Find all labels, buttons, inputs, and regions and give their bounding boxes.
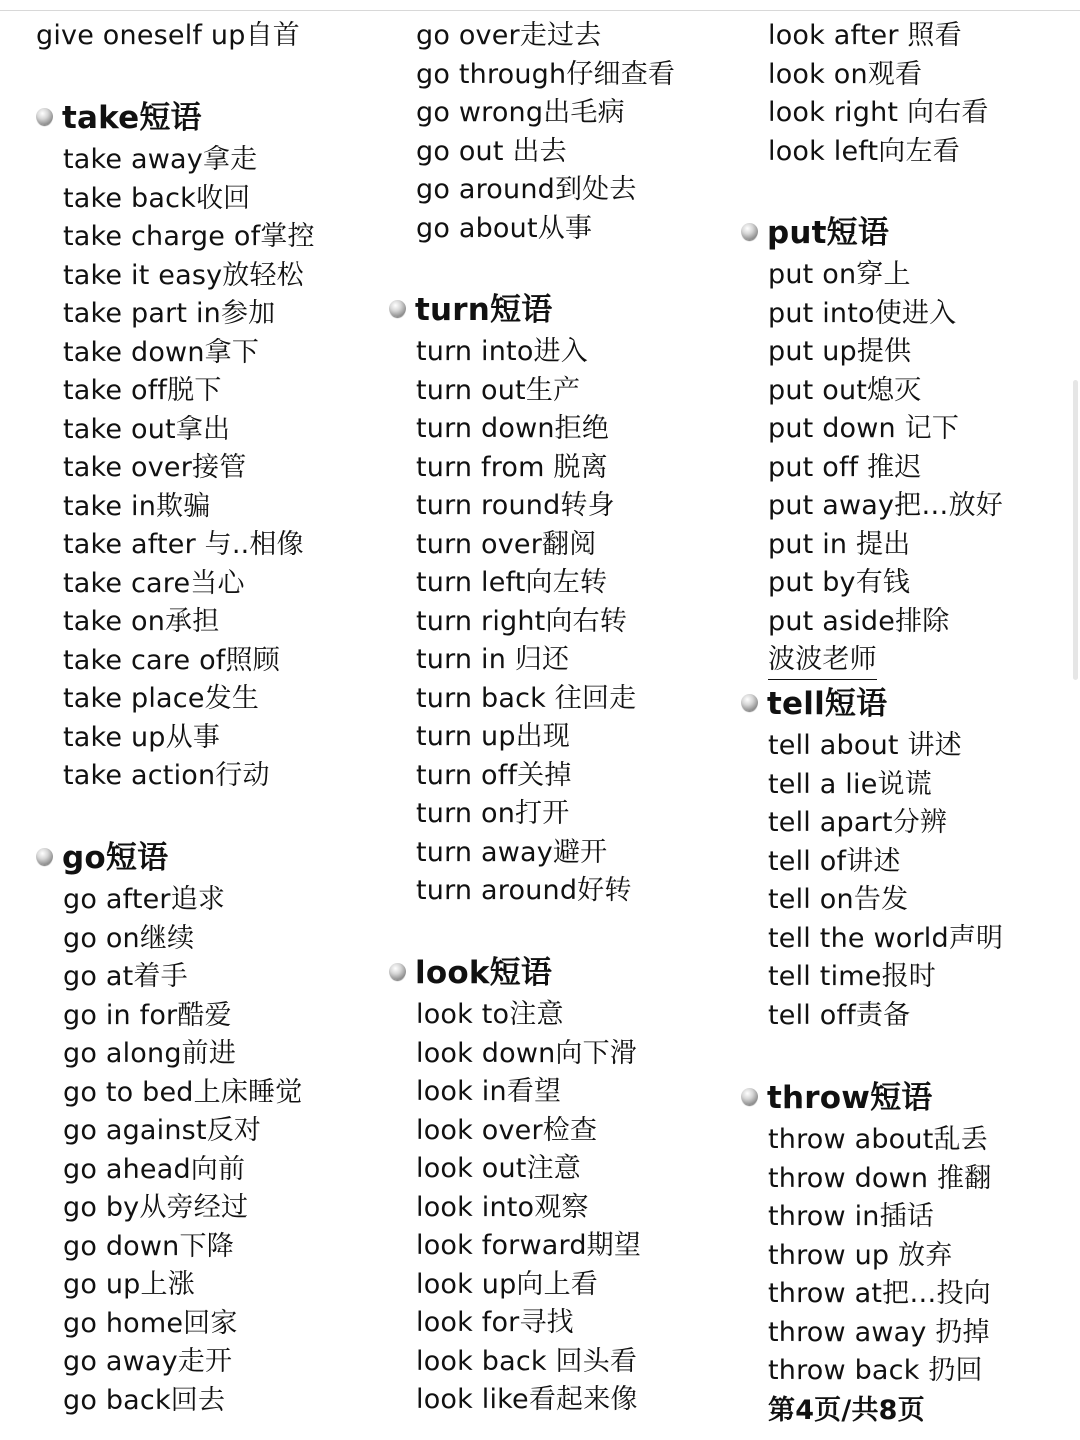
phrase-item: put aside排除	[768, 605, 950, 637]
phrase-item: turn down拒绝	[416, 413, 610, 444]
phrase-item: throw down 推翻	[768, 1162, 992, 1194]
bullet-icon	[36, 848, 53, 865]
phrase-item: take off脱下	[63, 375, 222, 406]
phrase-item: tell a lie说谎	[768, 768, 932, 800]
phrase-item: go at着手	[63, 961, 188, 992]
phrase-item: look forward期望	[416, 1230, 642, 1261]
phrase-item: look on观看	[768, 58, 923, 90]
phrase-item: take in欺骗	[63, 490, 211, 522]
section-heading	[741, 214, 889, 252]
phrase-item: look in看望	[416, 1076, 562, 1107]
phrase-item: put by有钱	[768, 567, 911, 598]
phrase-item: go down下降	[63, 1230, 234, 1262]
phrase-item: throw in插话	[768, 1201, 935, 1232]
phrase-item: go after追求	[63, 884, 226, 915]
phrase-item: look up向上看	[416, 1268, 599, 1300]
phrase-item: turn back 往回走	[416, 682, 637, 714]
phrase-item: turn away避开	[416, 836, 608, 868]
phrase-item: throw at把…投向	[768, 1278, 991, 1309]
phrase-item: take back收回	[63, 182, 251, 214]
bullet-icon	[389, 963, 406, 980]
phrase-item: tell the world声明	[768, 922, 1004, 954]
bullet-icon	[389, 300, 406, 317]
phrase-item: turn up出现	[416, 721, 571, 752]
phrase-item: throw back 扔回	[768, 1355, 983, 1386]
phrase-item: take down拿下	[63, 336, 260, 368]
phrase-item: take care当心	[63, 567, 245, 599]
phrase-item: tell on告发	[768, 884, 909, 915]
phrase-item: turn round转身	[416, 490, 615, 521]
phrase-item: go up上涨	[63, 1269, 195, 1300]
phrase-item: take care of照顾	[63, 644, 280, 676]
phrase-item: turn in 归还	[416, 644, 570, 675]
phrase-item: put on穿上	[768, 259, 911, 290]
phrase-item: look into观察	[416, 1191, 589, 1223]
phrase-item: turn off关掉	[416, 759, 572, 791]
phrase-item: go on继续	[63, 922, 195, 954]
section-heading-text: take短语	[62, 100, 202, 136]
phrase-item: take away拿走	[63, 144, 258, 175]
phrase-item: go over走过去	[416, 20, 602, 51]
phrase-item: put out熄灭	[768, 374, 922, 406]
phrase-item: take part in参加	[63, 298, 276, 329]
phrase-item: look like看起来像	[416, 1384, 638, 1415]
section-heading	[389, 954, 552, 992]
section-heading-text: tell短语	[767, 686, 888, 722]
section-heading	[741, 1079, 933, 1117]
section-heading-text: look短语	[415, 955, 553, 991]
phrase-item: go away走开	[63, 1346, 233, 1377]
phrase-item: turn out生产	[416, 374, 581, 406]
phrase-item: turn right向右转	[416, 605, 628, 637]
section-heading-text: turn短语	[415, 292, 553, 328]
phrase-item: throw up 放弃	[768, 1239, 953, 1271]
section-heading	[389, 291, 552, 329]
phrase-item: put down 记下	[768, 413, 960, 444]
phrase-item: turn left向左转	[416, 567, 608, 598]
phrase-item: take it easy放轻松	[63, 259, 304, 291]
section-heading	[741, 685, 887, 723]
bullet-icon	[741, 223, 758, 240]
phrase-item: go by从旁经过	[63, 1192, 249, 1223]
bullet-icon	[741, 1088, 758, 1105]
phrase-item: look left向左看	[768, 135, 960, 167]
phrase-item: go out 出去	[416, 135, 567, 167]
phrase-item: turn from 脱离	[416, 451, 608, 483]
phrase-item: put up提供	[768, 336, 912, 367]
bullet-icon	[741, 694, 758, 711]
phrase-item: go wrong出毛病	[416, 97, 625, 128]
phrase-item: go around到处去	[416, 174, 637, 205]
phrase-item: go about从事	[416, 212, 593, 244]
phrase-item: put into使进入	[768, 297, 957, 329]
phrase-item: tell of讲述	[768, 845, 901, 877]
phrase-item: turn around好转	[416, 875, 632, 906]
phrase-item: tell about 讲述	[768, 730, 962, 761]
phrase-item: tell apart分辨	[768, 807, 948, 838]
phrase-item: throw away 扔掉	[768, 1316, 990, 1348]
phrase-item: throw about乱丢	[768, 1124, 988, 1155]
author-link[interactable]: 波波老师	[768, 643, 877, 680]
phrase-item: look after 照看	[768, 20, 962, 51]
phrase-item: look right 向右看	[768, 97, 989, 128]
section-heading	[36, 839, 168, 877]
phrase-item: take after 与..相像	[63, 529, 304, 560]
phrase-item: tell off责备	[768, 999, 911, 1031]
phrase-item: put away把…放好	[768, 490, 1003, 521]
phrase-item: turn into进入	[416, 336, 588, 367]
phrase-item: tell time报时	[768, 961, 936, 992]
phrase-item: look for寻找	[416, 1307, 574, 1338]
phrase-item: take up从事	[63, 721, 221, 753]
phrase-item: give oneself up自首	[36, 20, 300, 51]
phrase-item: look over检查	[416, 1114, 598, 1146]
phrase-item: put off 推迟	[768, 451, 922, 483]
section-heading-text: put短语	[767, 215, 890, 251]
phrase-item: go in for酷爱	[63, 999, 232, 1031]
phrase-item: take charge of掌控	[63, 221, 315, 252]
phrase-item: take over接管	[63, 452, 247, 483]
phrase-item: look down向下滑	[416, 1037, 638, 1069]
phrase-item: look back 回头看	[416, 1345, 638, 1377]
phrase-item: look to注意	[416, 999, 564, 1030]
page-number: 第4页/共8页	[768, 1394, 925, 1426]
section-heading-text: throw短语	[767, 1080, 933, 1116]
phrase-item: go against反对	[63, 1115, 262, 1146]
phrase-item: turn over翻阅	[416, 528, 597, 560]
scrollbar[interactable]	[1073, 380, 1078, 680]
phrase-item: take place发生	[63, 683, 260, 714]
bullet-icon	[36, 108, 53, 125]
section-heading	[36, 99, 202, 137]
phrase-item: go to bed上床睡觉	[63, 1076, 303, 1108]
phrase-item: go along前进	[63, 1038, 237, 1069]
phrase-item: go back回去	[63, 1384, 226, 1416]
phrase-item: take on承担	[63, 606, 220, 637]
phrase-item: go through仔细查看	[416, 58, 676, 90]
phrase-item: go home回家	[63, 1307, 238, 1339]
phrase-item: put in 提出	[768, 528, 911, 560]
phrase-item: turn on打开	[416, 798, 570, 829]
phrase-item: go ahead向前	[63, 1153, 246, 1185]
phrase-item: look out注意	[416, 1153, 581, 1184]
top-divider	[0, 10, 1080, 11]
section-heading-text: go短语	[62, 840, 169, 876]
phrase-item: take out拿出	[63, 413, 231, 445]
phrase-item: take action行动	[63, 760, 270, 791]
